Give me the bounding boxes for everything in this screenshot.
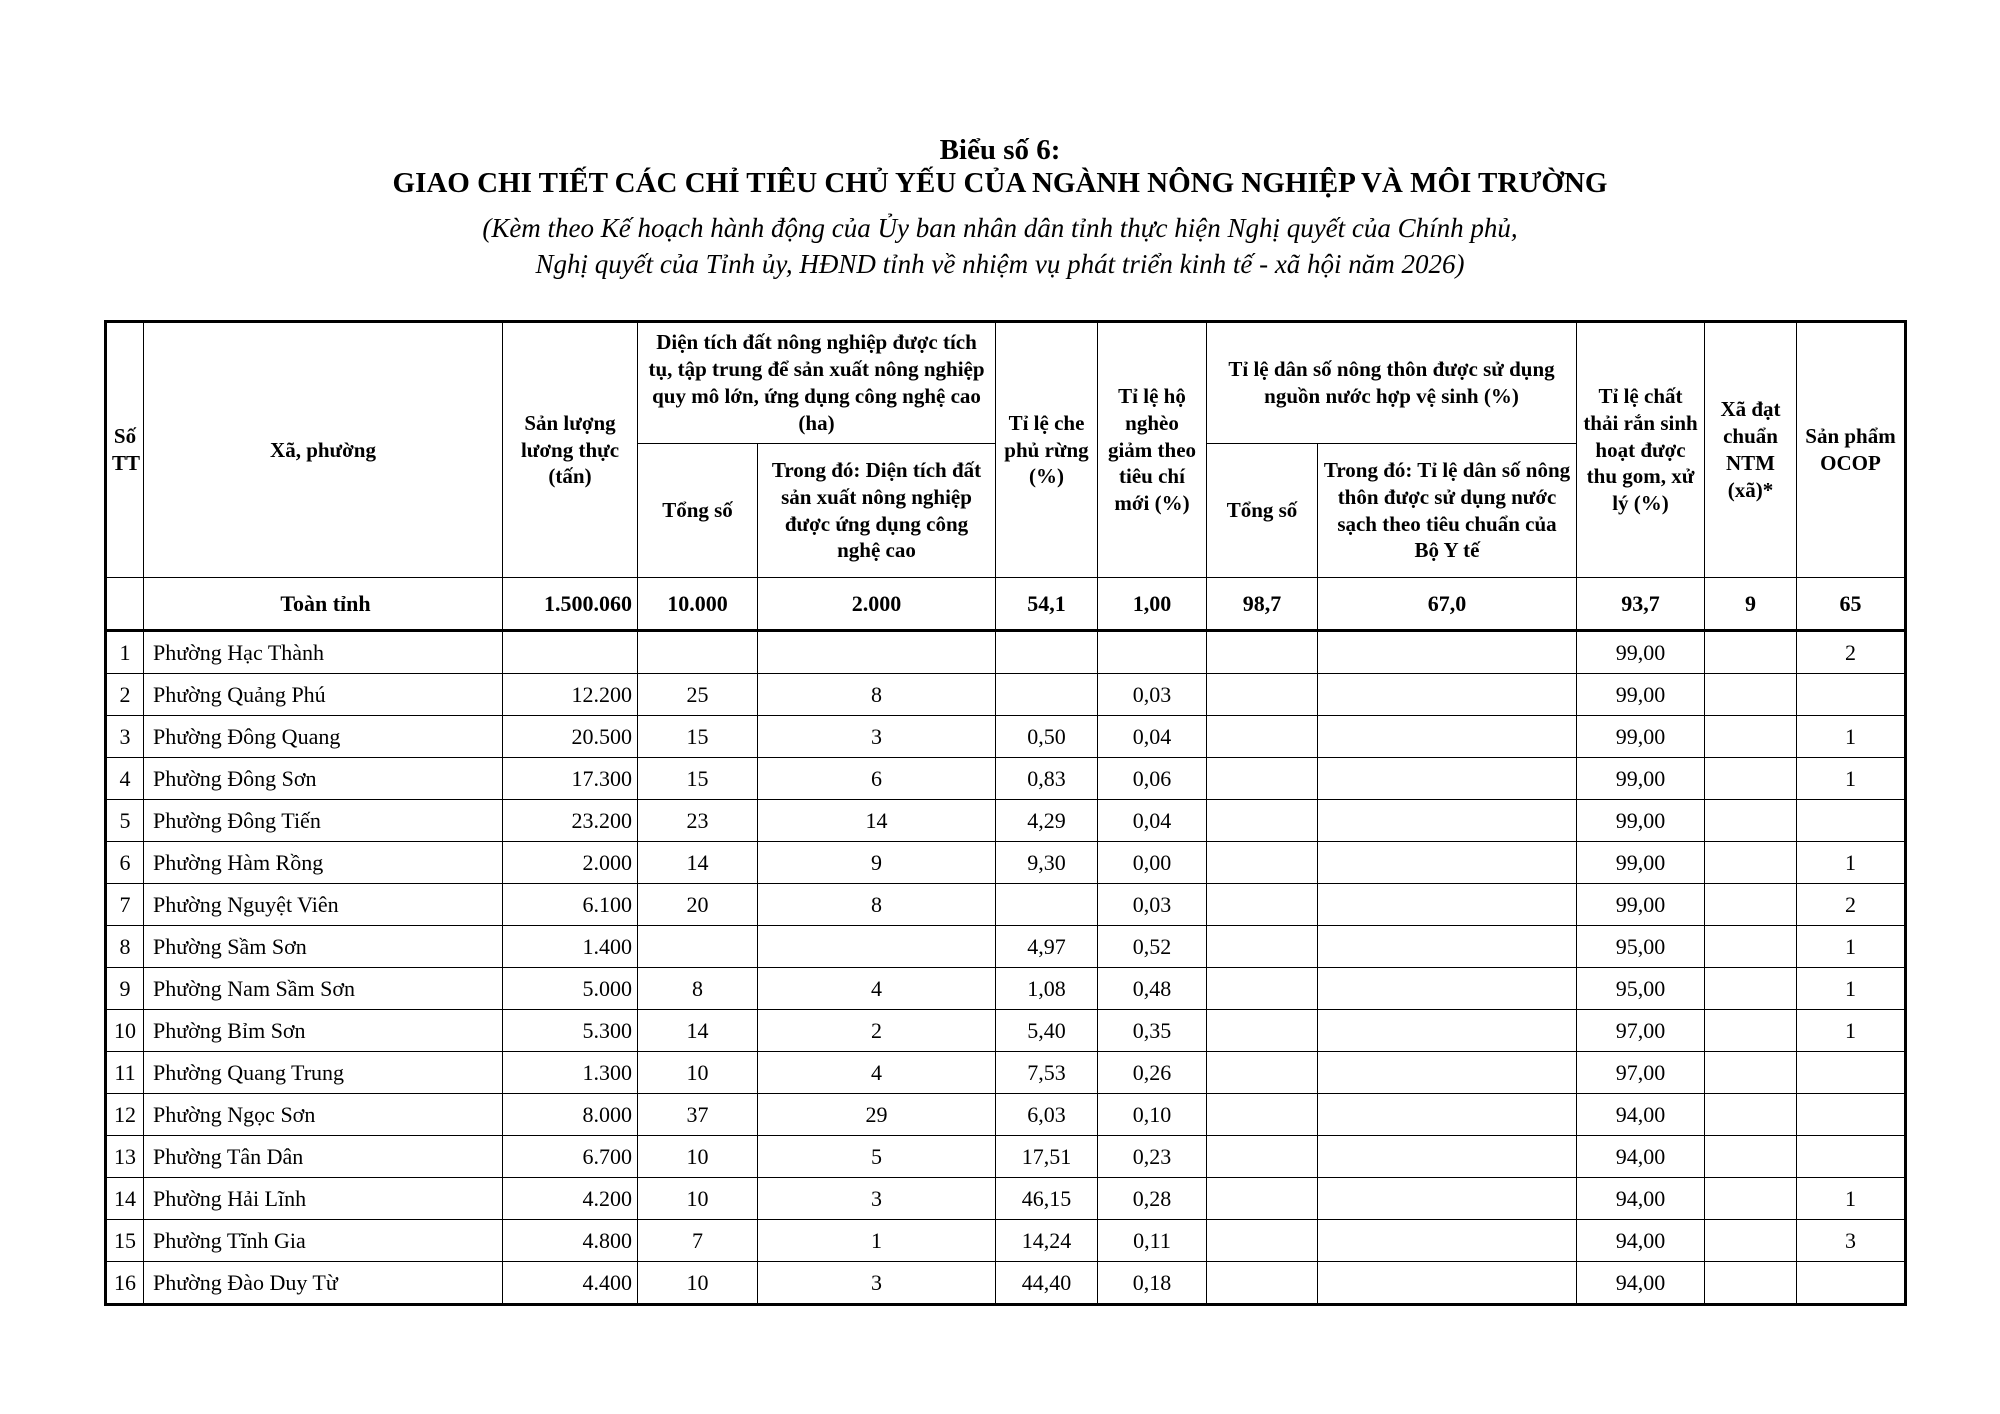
cell-water-total	[1207, 1010, 1318, 1052]
cell-water-total	[1207, 1136, 1318, 1178]
cell-land-total: 7	[638, 1220, 758, 1262]
cell-land-total: 8	[638, 968, 758, 1010]
cell-food-output: 1.400	[503, 926, 638, 968]
col-header-forest-cover: Tỉ lệ che phủ rừng (%)	[996, 322, 1098, 578]
cell-solid-waste: 99,00	[1577, 631, 1705, 674]
table-body	[106, 578, 1906, 1305]
cell-ocop: 2	[1797, 884, 1906, 926]
cell-solid-waste: 94,00	[1577, 1094, 1705, 1136]
cell-water-clean	[1318, 1052, 1577, 1094]
cell-ntm	[1705, 842, 1797, 884]
cell-food-output: 6.700	[503, 1136, 638, 1178]
cell-stt: 13	[106, 1136, 144, 1178]
cell-land-hightech	[758, 631, 996, 674]
cell-water-total	[1207, 1262, 1318, 1305]
cell-stt: 16	[106, 1262, 144, 1305]
cell-ntm	[1705, 1178, 1797, 1220]
cell-ntm	[1705, 926, 1797, 968]
cell-solid-waste: 99,00	[1577, 758, 1705, 800]
cell-stt: 9	[106, 968, 144, 1010]
cell-food-output: 5.000	[503, 968, 638, 1010]
col-header-solid-waste: Tỉ lệ chất thải rắn sinh hoạt được thu gom, xử lý (%)	[1577, 322, 1705, 578]
cell-poverty-rate: 0,52	[1098, 926, 1207, 968]
cell-poverty-rate: 0,03	[1098, 884, 1207, 926]
cell-land-hightech: 4	[758, 968, 996, 1010]
cell-ntm	[1705, 1052, 1797, 1094]
cell-stt: 12	[106, 1094, 144, 1136]
cell-food-output: 8.000	[503, 1094, 638, 1136]
cell-solid-waste: 99,00	[1577, 674, 1705, 716]
cell-forest-cover: 46,15	[996, 1178, 1098, 1220]
col-header-commune: Xã, phường	[144, 322, 503, 578]
cell-water-clean	[1318, 968, 1577, 1010]
cell-water-total	[1207, 1178, 1318, 1220]
cell-water-clean	[1318, 631, 1577, 674]
cell-poverty-rate: 0,04	[1098, 800, 1207, 842]
table-row	[106, 758, 1906, 800]
cell-commune-name: Phường Tĩnh Gia	[144, 1220, 503, 1262]
cell-land-hightech: 2.000	[758, 578, 996, 631]
cell-solid-waste: 94,00	[1577, 1220, 1705, 1262]
col-header-water-clean: Trong đó: Tỉ lệ dân số nông thôn được sử dụng nước sạch theo tiêu chuẩn của Bộ Y tế	[1318, 444, 1577, 578]
cell-forest-cover: 4,97	[996, 926, 1098, 968]
cell-ntm	[1705, 968, 1797, 1010]
cell-ntm	[1705, 1262, 1797, 1305]
cell-land-hightech: 3	[758, 1178, 996, 1220]
table-header	[106, 322, 1906, 578]
cell-ocop: 1	[1797, 716, 1906, 758]
cell-solid-waste: 94,00	[1577, 1262, 1705, 1305]
cell-poverty-rate: 1,00	[1098, 578, 1207, 631]
cell-ocop: 3	[1797, 1220, 1906, 1262]
cell-food-output: 5.300	[503, 1010, 638, 1052]
cell-water-clean	[1318, 674, 1577, 716]
cell-land-hightech: 8	[758, 674, 996, 716]
cell-water-clean	[1318, 926, 1577, 968]
cell-poverty-rate	[1098, 631, 1207, 674]
cell-stt: 7	[106, 884, 144, 926]
cell-land-total: 14	[638, 1010, 758, 1052]
cell-land-total: 10.000	[638, 578, 758, 631]
cell-land-hightech: 1	[758, 1220, 996, 1262]
cell-poverty-rate: 0,48	[1098, 968, 1207, 1010]
summary-row	[106, 578, 1906, 631]
table-row	[106, 1178, 1906, 1220]
cell-forest-cover: 5,40	[996, 1010, 1098, 1052]
cell-poverty-rate: 0,26	[1098, 1052, 1207, 1094]
cell-ntm	[1705, 758, 1797, 800]
cell-forest-cover	[996, 884, 1098, 926]
cell-water-clean	[1318, 1094, 1577, 1136]
cell-forest-cover: 44,40	[996, 1262, 1098, 1305]
cell-poverty-rate: 0,03	[1098, 674, 1207, 716]
cell-poverty-rate: 0,11	[1098, 1220, 1207, 1262]
cell-land-total: 10	[638, 1262, 758, 1305]
subtitle-line-1: (Kèm theo Kế hoạch hành động của Ủy ban nhân dân tỉnh thực hiện Nghị quyết của Chính phủ,	[482, 213, 1518, 243]
cell-water-total	[1207, 884, 1318, 926]
cell-ocop: 1	[1797, 1178, 1906, 1220]
cell-land-total: 20	[638, 884, 758, 926]
cell-stt: 3	[106, 716, 144, 758]
cell-water-total	[1207, 1094, 1318, 1136]
cell-stt: 2	[106, 674, 144, 716]
cell-food-output: 1.500.060	[503, 578, 638, 631]
cell-poverty-rate: 0,10	[1098, 1094, 1207, 1136]
cell-land-hightech: 5	[758, 1136, 996, 1178]
cell-poverty-rate: 0,00	[1098, 842, 1207, 884]
cell-stt: 14	[106, 1178, 144, 1220]
cell-water-total	[1207, 800, 1318, 842]
cell-solid-waste: 97,00	[1577, 1052, 1705, 1094]
table-row	[106, 800, 1906, 842]
cell-commune-name: Phường Hàm Rồng	[144, 842, 503, 884]
cell-solid-waste: 94,00	[1577, 1178, 1705, 1220]
table-row	[106, 926, 1906, 968]
cell-ocop	[1797, 1136, 1906, 1178]
cell-commune-name: Phường Đào Duy Từ	[144, 1262, 503, 1305]
cell-land-hightech: 9	[758, 842, 996, 884]
cell-food-output: 4.200	[503, 1178, 638, 1220]
cell-commune-name: Phường Ngọc Sơn	[144, 1094, 503, 1136]
cell-land-hightech: 2	[758, 1010, 996, 1052]
cell-land-total: 10	[638, 1052, 758, 1094]
cell-ntm	[1705, 1094, 1797, 1136]
cell-forest-cover: 17,51	[996, 1136, 1098, 1178]
cell-solid-waste: 99,00	[1577, 800, 1705, 842]
table-row	[106, 1220, 1906, 1262]
cell-commune-name: Phường Đông Quang	[144, 716, 503, 758]
cell-ocop	[1797, 800, 1906, 842]
cell-commune-name: Phường Đông Sơn	[144, 758, 503, 800]
col-header-food-output: Sản lượng lương thực (tấn)	[503, 322, 638, 578]
col-header-land-total: Tổng số	[638, 444, 758, 578]
col-header-poverty-rate: Tỉ lệ hộ nghèo giảm theo tiêu chí mới (%)	[1098, 322, 1207, 578]
cell-commune-name: Toàn tỉnh	[144, 578, 503, 631]
cell-food-output: 1.300	[503, 1052, 638, 1094]
cell-land-total: 15	[638, 758, 758, 800]
cell-commune-name: Phường Bỉm Sơn	[144, 1010, 503, 1052]
cell-food-output: 4.400	[503, 1262, 638, 1305]
cell-solid-waste: 95,00	[1577, 968, 1705, 1010]
col-header-stt: Số TT	[106, 322, 144, 578]
col-header-land-group: Diện tích đất nông nghiệp được tích tụ, tập trung để sản xuất nông nghiệp quy mô lớn, ứng dụng công nghệ cao (ha)	[638, 322, 996, 444]
table-row	[106, 716, 1906, 758]
cell-solid-waste: 99,00	[1577, 842, 1705, 884]
indicators-table	[104, 320, 1907, 1306]
cell-land-hightech: 29	[758, 1094, 996, 1136]
cell-forest-cover: 4,29	[996, 800, 1098, 842]
cell-water-total	[1207, 631, 1318, 674]
cell-water-total	[1207, 1052, 1318, 1094]
cell-land-total: 15	[638, 716, 758, 758]
cell-ocop: 1	[1797, 842, 1906, 884]
cell-commune-name: Phường Quảng Phú	[144, 674, 503, 716]
cell-water-clean	[1318, 1178, 1577, 1220]
table-row	[106, 1094, 1906, 1136]
cell-commune-name: Phường Sầm Sơn	[144, 926, 503, 968]
cell-stt: 5	[106, 800, 144, 842]
cell-land-hightech: 14	[758, 800, 996, 842]
cell-land-total: 10	[638, 1178, 758, 1220]
cell-water-total	[1207, 842, 1318, 884]
cell-food-output	[503, 631, 638, 674]
cell-poverty-rate: 0,28	[1098, 1178, 1207, 1220]
cell-water-total	[1207, 716, 1318, 758]
cell-solid-waste: 97,00	[1577, 1010, 1705, 1052]
cell-commune-name: Phường Hạc Thành	[144, 631, 503, 674]
cell-poverty-rate: 0,23	[1098, 1136, 1207, 1178]
col-header-ocop-products: Sản phẩm OCOP	[1797, 322, 1906, 578]
cell-commune-name: Phường Nguyệt Viên	[144, 884, 503, 926]
cell-ocop: 1	[1797, 1010, 1906, 1052]
cell-ntm: 9	[1705, 578, 1797, 631]
cell-stt: 6	[106, 842, 144, 884]
cell-solid-waste: 95,00	[1577, 926, 1705, 968]
cell-ocop	[1797, 1052, 1906, 1094]
cell-ntm	[1705, 884, 1797, 926]
cell-land-hightech: 3	[758, 716, 996, 758]
cell-land-total: 37	[638, 1094, 758, 1136]
cell-ocop: 2	[1797, 631, 1906, 674]
cell-forest-cover: 0,83	[996, 758, 1098, 800]
cell-stt	[106, 578, 144, 631]
cell-land-hightech: 4	[758, 1052, 996, 1094]
cell-forest-cover: 6,03	[996, 1094, 1098, 1136]
cell-ocop: 65	[1797, 578, 1906, 631]
cell-poverty-rate: 0,18	[1098, 1262, 1207, 1305]
cell-water-clean	[1318, 800, 1577, 842]
cell-land-total	[638, 926, 758, 968]
cell-water-clean	[1318, 1136, 1577, 1178]
cell-forest-cover: 14,24	[996, 1220, 1098, 1262]
cell-ntm	[1705, 1010, 1797, 1052]
cell-forest-cover	[996, 674, 1098, 716]
cell-ocop	[1797, 1094, 1906, 1136]
col-header-water-total: Tổng số	[1207, 444, 1318, 578]
table-row	[106, 842, 1906, 884]
cell-land-total: 14	[638, 842, 758, 884]
cell-commune-name: Phường Đông Tiến	[144, 800, 503, 842]
table-row	[106, 1052, 1906, 1094]
cell-ntm	[1705, 631, 1797, 674]
cell-ocop: 1	[1797, 758, 1906, 800]
cell-stt: 8	[106, 926, 144, 968]
cell-food-output: 6.100	[503, 884, 638, 926]
cell-food-output: 2.000	[503, 842, 638, 884]
cell-food-output: 4.800	[503, 1220, 638, 1262]
cell-solid-waste: 99,00	[1577, 716, 1705, 758]
title-block	[0, 0, 2000, 282]
table-row	[106, 884, 1906, 926]
cell-water-clean	[1318, 716, 1577, 758]
cell-ntm	[1705, 800, 1797, 842]
col-header-water-group: Tỉ lệ dân số nông thôn được sử dụng nguồn nước hợp vệ sinh (%)	[1207, 322, 1577, 444]
cell-water-total: 98,7	[1207, 578, 1318, 631]
cell-ocop	[1797, 674, 1906, 716]
cell-stt: 15	[106, 1220, 144, 1262]
table-number: Biểu số 6:	[939, 134, 1061, 166]
cell-food-output: 17.300	[503, 758, 638, 800]
table-row	[106, 1010, 1906, 1052]
cell-commune-name: Phường Quang Trung	[144, 1052, 503, 1094]
cell-poverty-rate: 0,04	[1098, 716, 1207, 758]
cell-water-total	[1207, 758, 1318, 800]
cell-water-clean: 67,0	[1318, 578, 1577, 631]
cell-ntm	[1705, 716, 1797, 758]
cell-water-total	[1207, 926, 1318, 968]
cell-ntm	[1705, 674, 1797, 716]
cell-commune-name: Phường Hải Lĩnh	[144, 1178, 503, 1220]
cell-ntm	[1705, 1136, 1797, 1178]
cell-land-hightech: 8	[758, 884, 996, 926]
cell-stt: 1	[106, 631, 144, 674]
col-header-ntm-standard: Xã đạt chuẩn NTM (xã)*	[1705, 322, 1797, 578]
cell-water-clean	[1318, 758, 1577, 800]
cell-commune-name: Phường Tân Dân	[144, 1136, 503, 1178]
cell-water-clean	[1318, 884, 1577, 926]
cell-food-output: 12.200	[503, 674, 638, 716]
table-row	[106, 1136, 1906, 1178]
cell-solid-waste: 93,7	[1577, 578, 1705, 631]
cell-water-clean	[1318, 1010, 1577, 1052]
cell-forest-cover: 1,08	[996, 968, 1098, 1010]
cell-water-clean	[1318, 1220, 1577, 1262]
cell-commune-name: Phường Nam Sầm Sơn	[144, 968, 503, 1010]
cell-ocop	[1797, 1262, 1906, 1305]
cell-poverty-rate: 0,06	[1098, 758, 1207, 800]
cell-land-hightech: 6	[758, 758, 996, 800]
cell-food-output: 23.200	[503, 800, 638, 842]
cell-poverty-rate: 0,35	[1098, 1010, 1207, 1052]
table-row	[106, 674, 1906, 716]
cell-land-hightech: 3	[758, 1262, 996, 1305]
cell-ocop: 1	[1797, 926, 1906, 968]
cell-land-total: 23	[638, 800, 758, 842]
cell-solid-waste: 99,00	[1577, 884, 1705, 926]
subtitle-line-2: Nghị quyết của Tỉnh ủy, HĐND tỉnh về nhiệm vụ phát triển kinh tế - xã hội năm 2026)	[535, 249, 1465, 279]
cell-food-output: 20.500	[503, 716, 638, 758]
table-row	[106, 968, 1906, 1010]
cell-water-total	[1207, 674, 1318, 716]
cell-water-total	[1207, 1220, 1318, 1262]
cell-stt: 4	[106, 758, 144, 800]
cell-stt: 10	[106, 1010, 144, 1052]
col-header-land-hightech: Trong đó: Diện tích đất sản xuất nông nghiệp được ứng dụng công nghệ cao	[758, 444, 996, 578]
cell-forest-cover: 9,30	[996, 842, 1098, 884]
cell-water-total	[1207, 968, 1318, 1010]
cell-ntm	[1705, 1220, 1797, 1262]
table-row	[106, 1262, 1906, 1305]
cell-land-total: 10	[638, 1136, 758, 1178]
cell-solid-waste: 94,00	[1577, 1136, 1705, 1178]
table-row	[106, 631, 1906, 674]
cell-land-total: 25	[638, 674, 758, 716]
cell-forest-cover: 54,1	[996, 578, 1098, 631]
cell-forest-cover: 0,50	[996, 716, 1098, 758]
cell-land-total	[638, 631, 758, 674]
cell-ocop: 1	[1797, 968, 1906, 1010]
cell-water-clean	[1318, 1262, 1577, 1305]
cell-forest-cover	[996, 631, 1098, 674]
cell-forest-cover: 7,53	[996, 1052, 1098, 1094]
cell-land-hightech	[758, 926, 996, 968]
cell-water-clean	[1318, 842, 1577, 884]
cell-stt: 11	[106, 1052, 144, 1094]
page-title: GIAO CHI TIẾT CÁC CHỈ TIÊU CHỦ YẾU CỦA NGÀNH NÔNG NGHIỆP VÀ MÔI TRƯỜNG	[392, 167, 1608, 199]
